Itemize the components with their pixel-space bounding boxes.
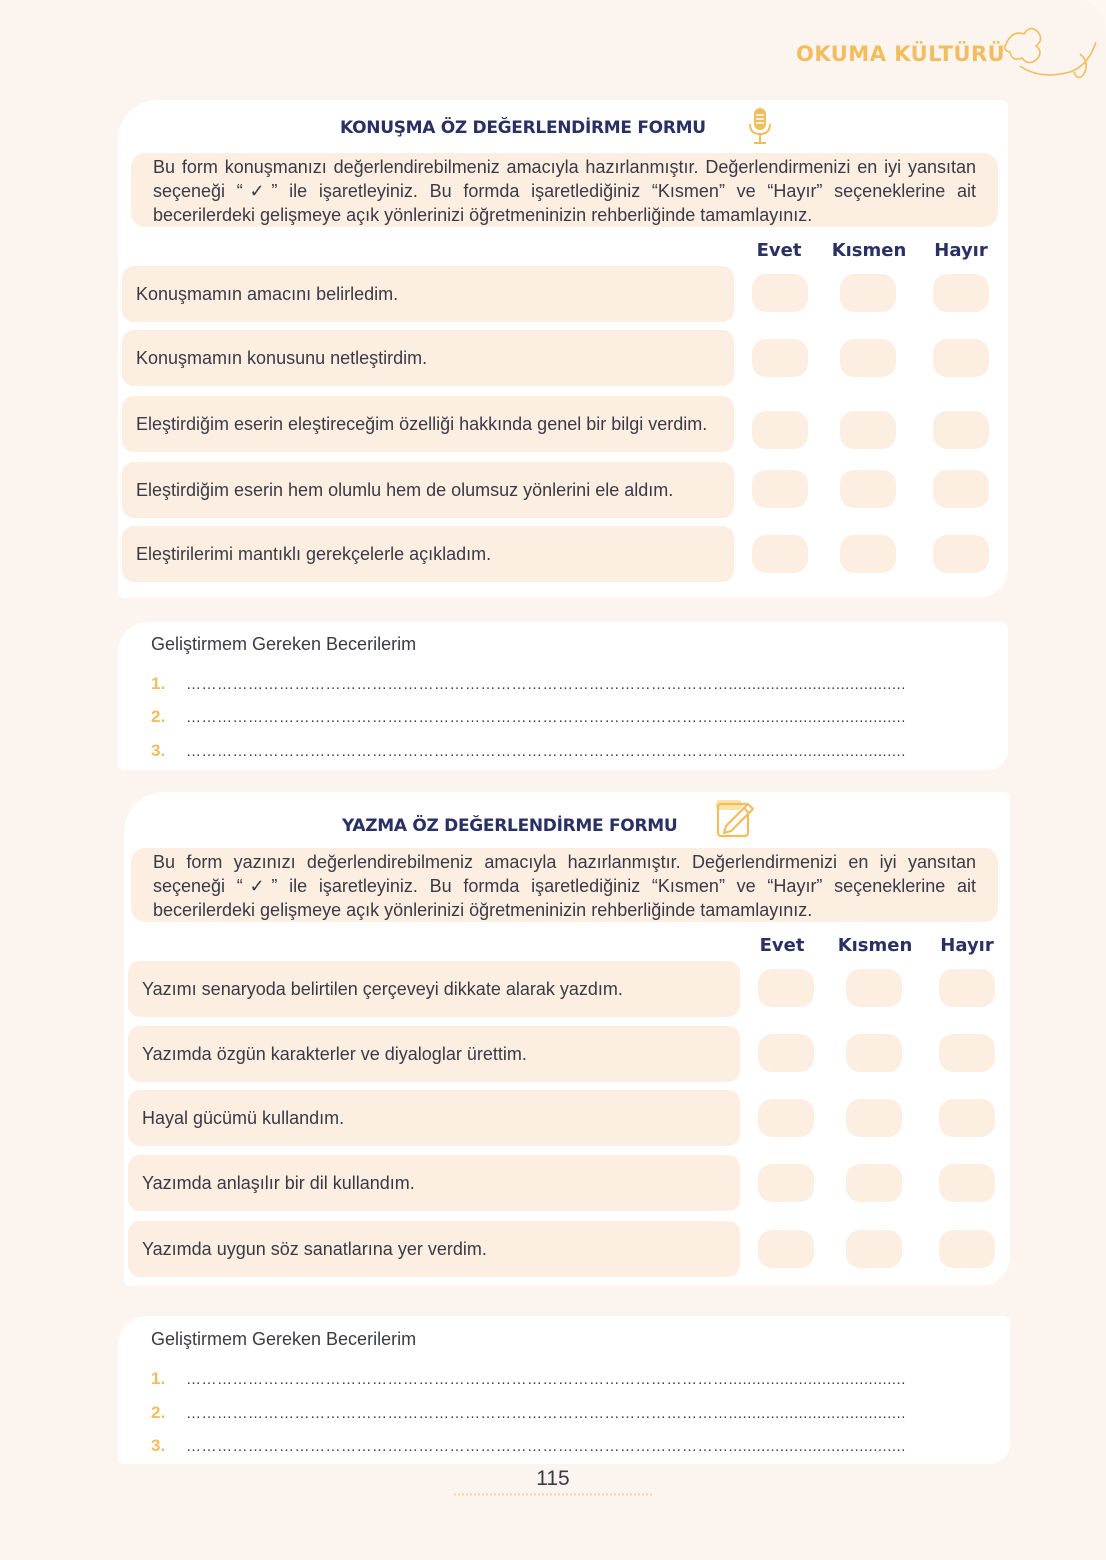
skill-answer-line[interactable]: ……………………………………………………………………………………………...................................... <box>186 709 906 726</box>
skill-number: 3. <box>151 1436 166 1455</box>
page-number-underline <box>453 1493 653 1496</box>
skill-number: 2. <box>151 707 166 726</box>
hayir-checkbox[interactable] <box>939 1230 995 1268</box>
puzzle-decoration-icon <box>1000 24 1100 84</box>
column-header-kismen: Kısmen <box>831 240 907 261</box>
column-header-hayir: Hayır <box>940 935 994 956</box>
writing-criterion-row: Hayal gücümü kullandım. <box>128 1090 740 1146</box>
hayir-checkbox[interactable] <box>933 470 989 508</box>
kismen-checkbox[interactable] <box>846 1230 902 1268</box>
kismen-checkbox[interactable] <box>840 339 896 377</box>
column-header-evet: Evet <box>756 240 802 261</box>
speaking-criterion-row: Eleştirdiğim eserin eleştireceğim özelliği hakkında genel bir bilgi verdim. <box>122 396 734 452</box>
hayir-checkbox[interactable] <box>939 1034 995 1072</box>
skill-number: 1. <box>151 1369 166 1388</box>
writing-criterion-row: Yazımı senaryoda belirtilen çerçeveyi dikkate alarak yazdım. <box>128 961 740 1017</box>
kismen-checkbox[interactable] <box>846 1164 902 1202</box>
skill-answer-line[interactable]: ……………………………………………………………………………………………...................................... <box>186 743 906 760</box>
speaking-criterion-row: Eleştirdiğim eserin hem olumlu hem de olumsuz yönlerini ele aldım. <box>122 462 734 518</box>
speaking-form-title: KONUŞMA ÖZ DEĞERLENDİRME FORMU <box>340 118 706 138</box>
writing-form-title: YAZMA ÖZ DEĞERLENDİRME FORMU <box>342 816 678 836</box>
kismen-checkbox[interactable] <box>840 411 896 449</box>
evet-checkbox[interactable] <box>752 339 808 377</box>
writing-skills-title: Geliştirmem Gereken Becerilerim <box>151 1329 417 1349</box>
writing-criterion-row: Yazımda anlaşılır bir dil kullandım. <box>128 1155 740 1211</box>
speaking-skills-title: Geliştirmem Gereken Becerilerim <box>151 634 417 654</box>
hayir-checkbox[interactable] <box>933 411 989 449</box>
column-header-kismen: Kısmen <box>837 935 913 956</box>
skill-answer-line[interactable]: ……………………………………………………………………………………………...................................... <box>186 1405 906 1422</box>
evet-checkbox[interactable] <box>758 1034 814 1072</box>
evet-checkbox[interactable] <box>758 1230 814 1268</box>
kismen-checkbox[interactable] <box>840 274 896 312</box>
kismen-checkbox[interactable] <box>840 535 896 573</box>
writing-criterion-row: Yazımda uygun söz sanatlarına yer verdim. <box>128 1221 740 1277</box>
evet-checkbox[interactable] <box>758 1164 814 1202</box>
hayir-checkbox[interactable] <box>939 1164 995 1202</box>
evet-checkbox[interactable] <box>752 274 808 312</box>
evet-checkbox[interactable] <box>752 411 808 449</box>
skill-number: 3. <box>151 741 166 760</box>
skill-answer-line[interactable]: ……………………………………………………………………………………………...................................... <box>186 1371 906 1388</box>
speaking-criterion-row: Konuşmamın amacını belirledim. <box>122 266 734 322</box>
page-number: 115 <box>536 1467 570 1490</box>
hayir-checkbox[interactable] <box>933 274 989 312</box>
hayir-checkbox[interactable] <box>933 535 989 573</box>
microphone-icon <box>746 106 774 146</box>
evet-checkbox[interactable] <box>752 535 808 573</box>
skill-answer-line[interactable]: ……………………………………………………………………………………………...................................... <box>186 676 906 693</box>
evet-checkbox[interactable] <box>758 1099 814 1137</box>
kismen-checkbox[interactable] <box>846 1034 902 1072</box>
skill-number: 2. <box>151 1403 166 1422</box>
skill-number: 1. <box>151 674 166 693</box>
skill-answer-line[interactable]: ……………………………………………………………………………………………...................................... <box>186 1438 906 1455</box>
hayir-checkbox[interactable] <box>939 1099 995 1137</box>
column-header-evet: Evet <box>759 935 805 956</box>
writing-criterion-row: Yazımda özgün karakterler ve diyaloglar ürettim. <box>128 1026 740 1082</box>
speaking-criterion-row: Eleştirilerimi mantıklı gerekçelerle açıkladım. <box>122 526 734 582</box>
speaking-form-instructions: Bu form konuşmanızı değerlendirebilmeniz amacıyla hazırlanmıştır. Değerlendirmenizi en iyi yansıtan seçeneği “✓” ile işaretleyiniz. Bu formda işaretlediğiniz “Kısmen” ve “Hayır” seçeneklerine ait becerilerdeki gelişmeye açık yönlerinizi öğretmeninizin rehberliğinde tamamlayınız. <box>131 153 998 227</box>
writing-form-instructions: Bu form yazınızı değerlendirebilmeniz amacıyla hazırlanmıştır. Değerlendirmenizi en iyi yansıtan seçeneği “✓” ile işaretleyiniz. Bu formda işaretlediğiniz “Kısmen” ve “Hayır” seçeneklerine ait becerilerdeki gelişmeye açık yönlerinizi öğretmeninizin rehberliğinde tamamlayınız. <box>131 848 998 922</box>
hayir-checkbox[interactable] <box>939 969 995 1007</box>
section-header-title: OKUMA KÜLTÜRÜ <box>796 42 1006 66</box>
evet-checkbox[interactable] <box>758 969 814 1007</box>
evet-checkbox[interactable] <box>752 470 808 508</box>
hayir-checkbox[interactable] <box>933 339 989 377</box>
pencil-note-icon <box>712 798 758 840</box>
kismen-checkbox[interactable] <box>846 1099 902 1137</box>
kismen-checkbox[interactable] <box>846 969 902 1007</box>
kismen-checkbox[interactable] <box>840 470 896 508</box>
speaking-criterion-row: Konuşmamın konusunu netleştirdim. <box>122 330 734 386</box>
column-header-hayir: Hayır <box>934 240 988 261</box>
